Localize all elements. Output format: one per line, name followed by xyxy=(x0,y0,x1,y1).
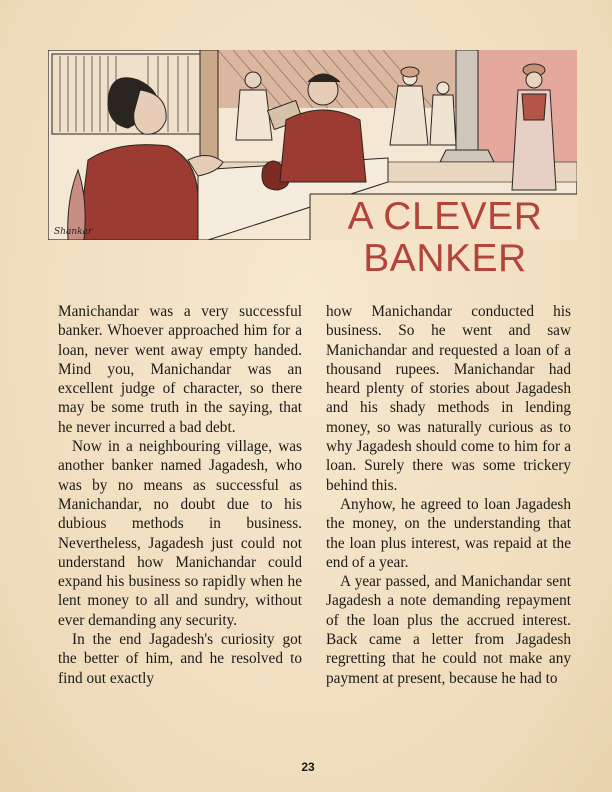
paragraph: how Manichandar conducted his business. So he went and saw Manichandar and requested a loan of a thousand rupees. Manichandar had heard plenty of stories about Jagadesh and his shady methods in lending money, so was naturally curious as to why Jagadesh should come to him for a loan. Surely there was some trickery behind this. xyxy=(326,303,571,494)
artist-signature: Shankar xyxy=(54,227,93,237)
paragraph: Anyhow, he agreed to loan Jagadesh the money, on the understanding that the loan plus interest, was repaid at the end of a year. xyxy=(326,495,571,571)
paragraph: A year passed, and Manichandar sent Jagadesh a note demanding repayment of the loan plus the accrued interest. Back came a letter from Jagadesh regretting that he could not make any payment at present, because he had to xyxy=(326,573,571,687)
paragraph: Manichandar was a very successful banker. Whoever approached him for a loan, never went away empty handed. Mind you, Manichandar was an excellent judge of character, so there may be some truth in the saying, that he never incurred a bad debt. xyxy=(58,303,302,436)
story-title-line-2: BANKER xyxy=(363,237,527,280)
story-title-line-1: A CLEVER xyxy=(347,195,543,238)
page-number: 23 xyxy=(301,760,315,774)
right-text-column xyxy=(326,302,571,688)
story-title xyxy=(330,196,560,280)
paragraph: In the end Jagadesh's curiosity got the better of him, and he resolved to find out exactly xyxy=(58,631,302,687)
left-text-column xyxy=(58,302,302,688)
paragraph: Now in a neighbouring village, was another banker named Jagadesh, who was by no means as successful as Manichandar, no doubt due to his dubious methods in business. Nevertheless, Jagadesh just could not understand how Manichandar could expand his business so rapidly when he lent money to all and sundry, without ever demanding any security. xyxy=(58,438,302,629)
